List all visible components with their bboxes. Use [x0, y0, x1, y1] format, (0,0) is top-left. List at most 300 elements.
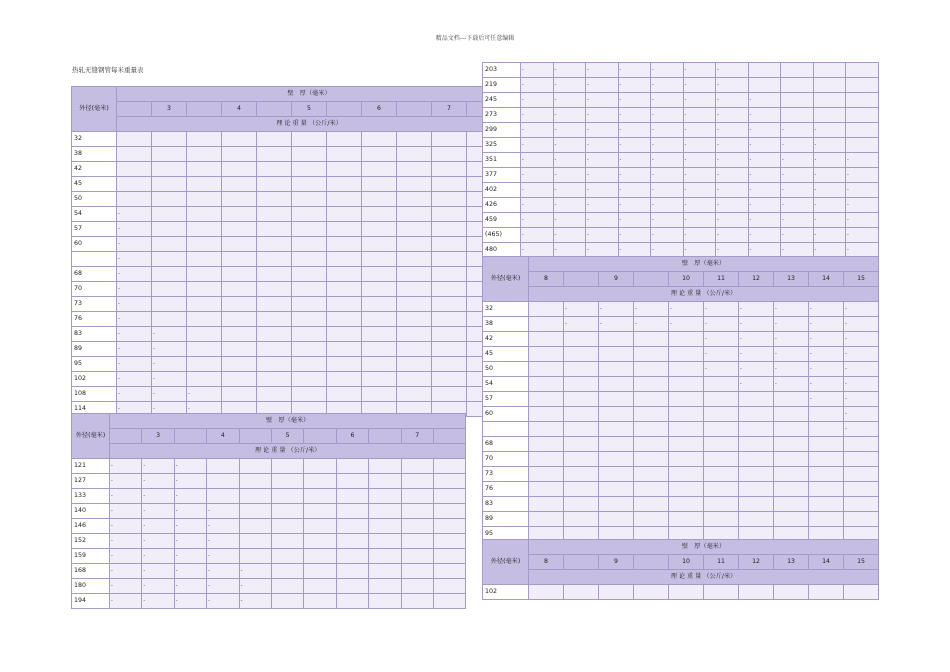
empty-cell — [187, 267, 222, 282]
table-row — [72, 504, 466, 519]
dash-cell: - — [846, 228, 879, 243]
dash-cell: - — [683, 243, 716, 258]
empty-cell — [327, 192, 362, 207]
empty-cell — [362, 207, 397, 222]
thickness-column — [239, 429, 271, 444]
empty-cell — [844, 437, 879, 452]
dash-cell: - — [683, 168, 716, 183]
table-row — [72, 594, 466, 609]
dash-cell: - — [586, 138, 619, 153]
dash-cell: - — [748, 243, 781, 258]
empty-cell — [564, 437, 599, 452]
empty-cell — [257, 282, 292, 297]
empty-cell — [401, 549, 433, 564]
dash-cell: - — [618, 123, 651, 138]
table-row — [72, 177, 502, 192]
dash-cell: - — [634, 302, 669, 317]
empty-cell — [257, 327, 292, 342]
dash-cell: - — [774, 362, 809, 377]
outer-diameter-cell: 299 — [483, 123, 521, 138]
empty-cell — [432, 387, 467, 402]
dash-cell: - — [846, 213, 879, 228]
thickness-column: 6 — [336, 429, 368, 444]
empty-cell — [529, 332, 564, 347]
dash-cell: - — [142, 534, 174, 549]
empty-cell — [748, 78, 781, 93]
dash-cell: - — [748, 93, 781, 108]
outer-diameter-cell: 133 — [72, 489, 110, 504]
empty-cell — [304, 504, 336, 519]
empty-cell — [292, 282, 327, 297]
dash-cell: - — [586, 63, 619, 78]
empty-cell — [187, 162, 222, 177]
empty-cell — [187, 342, 222, 357]
empty-cell — [222, 297, 257, 312]
dash-cell: - — [716, 138, 749, 153]
empty-cell — [369, 594, 401, 609]
header-row — [483, 257, 879, 272]
table-row — [483, 377, 879, 392]
empty-cell — [152, 147, 187, 162]
empty-cell — [292, 132, 327, 147]
dash-cell: - — [809, 392, 844, 407]
empty-cell — [844, 467, 879, 482]
empty-cell — [397, 207, 432, 222]
empty-cell — [634, 422, 669, 437]
empty-cell — [257, 297, 292, 312]
table-row — [483, 392, 879, 407]
dash-cell: - — [207, 594, 239, 609]
empty-cell — [187, 207, 222, 222]
empty-cell — [117, 162, 152, 177]
dash-cell: - — [774, 347, 809, 362]
dash-cell: - — [110, 489, 142, 504]
dash-cell: - — [553, 243, 586, 258]
empty-cell — [271, 489, 303, 504]
empty-cell — [369, 489, 401, 504]
empty-cell — [704, 452, 739, 467]
weight-table-right-3 — [482, 539, 879, 600]
empty-cell — [774, 437, 809, 452]
dash-cell: - — [781, 183, 814, 198]
empty-cell — [369, 459, 401, 474]
dash-cell: - — [207, 519, 239, 534]
empty-cell — [271, 459, 303, 474]
dash-cell: - — [586, 108, 619, 123]
empty-cell — [257, 162, 292, 177]
empty-cell — [336, 534, 368, 549]
table-row — [483, 302, 879, 317]
dash-cell: - — [117, 327, 152, 342]
empty-cell — [432, 207, 467, 222]
outer-diameter-cell: 146 — [72, 519, 110, 534]
empty-cell — [336, 459, 368, 474]
thickness-column: 3 — [142, 429, 174, 444]
thickness-column: 13 — [774, 555, 809, 570]
dash-cell: - — [683, 108, 716, 123]
empty-cell — [599, 392, 634, 407]
outer-diameter-cell: 32 — [483, 302, 529, 317]
dash-cell: - — [683, 138, 716, 153]
dash-cell: - — [586, 228, 619, 243]
empty-cell — [369, 504, 401, 519]
dash-cell: - — [846, 153, 879, 168]
theoretical-weight-header: 理 论 重 量 （公斤/米） — [529, 287, 879, 302]
empty-cell — [271, 504, 303, 519]
dash-cell: - — [774, 377, 809, 392]
dash-cell: - — [110, 579, 142, 594]
dash-cell: - — [553, 198, 586, 213]
empty-cell — [813, 108, 846, 123]
empty-cell — [433, 504, 465, 519]
empty-cell — [271, 564, 303, 579]
dash-cell: - — [239, 579, 271, 594]
thickness-column — [257, 102, 292, 117]
empty-cell — [187, 327, 222, 342]
dash-cell: - — [813, 153, 846, 168]
empty-cell — [529, 452, 564, 467]
table-row — [72, 342, 502, 357]
empty-cell — [239, 534, 271, 549]
dash-cell: - — [117, 357, 152, 372]
outer-diameter-cell: 459 — [483, 213, 521, 228]
empty-cell — [304, 594, 336, 609]
empty-cell — [397, 132, 432, 147]
outer-diameter-cell: 73 — [72, 297, 117, 312]
empty-cell — [362, 192, 397, 207]
dash-cell: - — [651, 183, 684, 198]
empty-cell — [564, 347, 599, 362]
empty-cell — [564, 512, 599, 527]
empty-cell — [739, 392, 774, 407]
empty-cell — [362, 147, 397, 162]
empty-cell — [304, 519, 336, 534]
table-row — [483, 153, 879, 168]
dash-cell: - — [774, 317, 809, 332]
empty-cell — [599, 407, 634, 422]
dash-cell: - — [599, 317, 634, 332]
empty-cell — [397, 372, 432, 387]
dash-cell: - — [683, 183, 716, 198]
thickness-column: 7 — [432, 102, 467, 117]
dash-cell: - — [739, 362, 774, 377]
empty-cell — [564, 467, 599, 482]
dash-cell: - — [716, 153, 749, 168]
weight-unit-row — [483, 570, 879, 585]
empty-cell — [809, 407, 844, 422]
outer-diameter-cell: 140 — [72, 504, 110, 519]
thickness-column: 10 — [669, 272, 704, 287]
thickness-column: 11 — [704, 272, 739, 287]
empty-cell — [669, 407, 704, 422]
empty-cell — [369, 579, 401, 594]
empty-cell — [846, 123, 879, 138]
empty-cell — [222, 267, 257, 282]
empty-cell — [327, 177, 362, 192]
empty-cell — [781, 63, 814, 78]
dash-cell: - — [651, 123, 684, 138]
thickness-column: 15 — [844, 272, 879, 287]
empty-cell — [397, 177, 432, 192]
table-row — [72, 564, 466, 579]
empty-cell — [397, 267, 432, 282]
empty-cell — [336, 489, 368, 504]
empty-cell — [774, 585, 809, 600]
table-row — [72, 519, 466, 534]
dash-cell: - — [846, 243, 879, 258]
empty-cell — [239, 474, 271, 489]
empty-cell — [222, 282, 257, 297]
empty-cell — [432, 177, 467, 192]
dash-cell: - — [748, 153, 781, 168]
empty-cell — [187, 222, 222, 237]
empty-cell — [292, 267, 327, 282]
outer-diameter-cell: 38 — [483, 317, 529, 332]
empty-cell — [564, 497, 599, 512]
outer-diameter-cell: 73 — [483, 467, 529, 482]
empty-cell — [397, 327, 432, 342]
outer-diameter-header: 外径(毫米) — [483, 540, 529, 585]
empty-cell — [292, 237, 327, 252]
weight-table-left-1 — [71, 86, 502, 417]
dash-cell: - — [207, 549, 239, 564]
dash-cell: - — [809, 362, 844, 377]
dash-cell: - — [553, 123, 586, 138]
empty-cell — [564, 585, 599, 600]
thickness-column: 15 — [844, 555, 879, 570]
table-row — [72, 489, 466, 504]
empty-cell — [401, 534, 433, 549]
empty-cell — [397, 282, 432, 297]
dash-cell: - — [618, 63, 651, 78]
empty-cell — [292, 372, 327, 387]
empty-cell — [669, 347, 704, 362]
empty-cell — [222, 387, 257, 402]
outer-diameter-cell: 95 — [483, 527, 529, 542]
empty-cell — [599, 452, 634, 467]
dash-cell: - — [809, 347, 844, 362]
outer-diameter-cell: 194 — [72, 594, 110, 609]
empty-cell — [704, 585, 739, 600]
dash-cell: - — [152, 342, 187, 357]
empty-cell — [257, 387, 292, 402]
empty-cell — [362, 342, 397, 357]
empty-cell — [432, 312, 467, 327]
weight-unit-row — [483, 287, 879, 302]
empty-cell — [187, 312, 222, 327]
dash-cell: - — [748, 168, 781, 183]
empty-cell — [257, 267, 292, 282]
table-row — [483, 78, 879, 93]
dash-cell: - — [651, 63, 684, 78]
empty-cell — [704, 437, 739, 452]
thickness-column: 12 — [739, 555, 774, 570]
theoretical-weight-header: 理 论 重 量 （公斤/米） — [529, 570, 879, 585]
dash-cell: - — [844, 302, 879, 317]
empty-cell — [397, 342, 432, 357]
empty-cell — [669, 482, 704, 497]
empty-cell — [809, 437, 844, 452]
dash-cell: - — [683, 123, 716, 138]
empty-cell — [117, 132, 152, 147]
empty-cell — [222, 327, 257, 342]
dash-cell: - — [618, 243, 651, 258]
empty-cell — [362, 222, 397, 237]
dash-cell: - — [781, 198, 814, 213]
empty-cell — [432, 192, 467, 207]
empty-cell — [529, 362, 564, 377]
empty-cell — [271, 579, 303, 594]
dash-cell: - — [618, 138, 651, 153]
dash-cell: - — [781, 123, 814, 138]
dash-cell: - — [739, 347, 774, 362]
empty-cell — [222, 342, 257, 357]
dash-cell: - — [844, 407, 879, 422]
empty-cell — [739, 467, 774, 482]
empty-cell — [187, 237, 222, 252]
dash-cell: - — [586, 198, 619, 213]
empty-cell — [397, 297, 432, 312]
table-row — [483, 482, 879, 497]
empty-cell — [774, 422, 809, 437]
dash-cell: - — [813, 198, 846, 213]
dash-cell: - — [739, 332, 774, 347]
thickness-column: 12 — [739, 272, 774, 287]
table-row — [483, 138, 879, 153]
empty-cell — [222, 177, 257, 192]
outer-diameter-cell: 42 — [483, 332, 529, 347]
dash-cell: - — [174, 459, 206, 474]
empty-cell — [257, 147, 292, 162]
empty-cell — [634, 497, 669, 512]
empty-cell — [327, 282, 362, 297]
empty-cell — [292, 357, 327, 372]
dash-cell: - — [152, 327, 187, 342]
thickness-column — [187, 102, 222, 117]
empty-cell — [432, 357, 467, 372]
empty-cell — [564, 362, 599, 377]
empty-cell — [774, 392, 809, 407]
table-row — [483, 422, 879, 437]
empty-cell — [846, 108, 879, 123]
empty-cell — [599, 422, 634, 437]
empty-cell — [704, 422, 739, 437]
empty-cell — [239, 519, 271, 534]
outer-diameter-cell: 57 — [483, 392, 529, 407]
dash-cell: - — [521, 168, 554, 183]
empty-cell — [669, 452, 704, 467]
empty-cell — [362, 387, 397, 402]
empty-cell — [369, 474, 401, 489]
empty-cell — [292, 192, 327, 207]
thickness-columns-row — [72, 429, 466, 444]
empty-cell — [304, 549, 336, 564]
dash-cell: - — [142, 489, 174, 504]
dash-cell: - — [809, 317, 844, 332]
empty-cell — [239, 549, 271, 564]
wall-thickness-header: 壁 厚（毫米） — [110, 414, 466, 429]
dash-cell: - — [774, 302, 809, 317]
dash-cell: - — [110, 504, 142, 519]
thickness-column: 3 — [152, 102, 187, 117]
dash-cell: - — [521, 183, 554, 198]
empty-cell — [207, 459, 239, 474]
thickness-column: 9 — [599, 555, 634, 570]
empty-cell — [304, 564, 336, 579]
outer-diameter-cell: 121 — [72, 459, 110, 474]
table-row — [72, 387, 502, 402]
thickness-column: 4 — [222, 102, 257, 117]
outer-diameter-cell: 83 — [72, 327, 117, 342]
table-row — [72, 297, 502, 312]
empty-cell — [397, 312, 432, 327]
empty-cell — [362, 357, 397, 372]
empty-cell — [257, 132, 292, 147]
empty-cell — [813, 63, 846, 78]
dash-cell: - — [187, 402, 222, 417]
outer-diameter-cell: 426 — [483, 198, 521, 213]
dash-cell: - — [142, 519, 174, 534]
dash-cell: - — [704, 347, 739, 362]
empty-cell — [599, 467, 634, 482]
empty-cell — [844, 512, 879, 527]
empty-cell — [432, 162, 467, 177]
empty-cell — [529, 497, 564, 512]
empty-cell — [704, 512, 739, 527]
dash-cell: - — [716, 63, 749, 78]
empty-cell — [433, 519, 465, 534]
dash-cell: - — [781, 153, 814, 168]
thickness-column: 14 — [809, 272, 844, 287]
dash-cell: - — [774, 332, 809, 347]
empty-cell — [257, 192, 292, 207]
outer-diameter-cell: 203 — [483, 63, 521, 78]
empty-cell — [599, 332, 634, 347]
dash-cell: - — [239, 594, 271, 609]
weight-unit-row — [72, 444, 466, 459]
dash-cell: - — [174, 564, 206, 579]
dash-cell: - — [553, 108, 586, 123]
empty-cell — [336, 594, 368, 609]
outer-diameter-cell — [72, 252, 117, 267]
dash-cell: - — [142, 474, 174, 489]
dash-cell: - — [748, 183, 781, 198]
dash-cell: - — [846, 198, 879, 213]
dash-cell: - — [174, 594, 206, 609]
empty-cell — [599, 585, 634, 600]
thickness-column — [564, 555, 599, 570]
empty-cell — [401, 579, 433, 594]
dash-cell: - — [174, 579, 206, 594]
empty-cell — [304, 534, 336, 549]
dash-cell: - — [521, 93, 554, 108]
empty-cell — [152, 282, 187, 297]
empty-cell — [187, 372, 222, 387]
empty-cell — [207, 489, 239, 504]
dash-cell: - — [781, 168, 814, 183]
dash-cell: - — [844, 422, 879, 437]
thickness-column — [634, 555, 669, 570]
empty-cell — [362, 132, 397, 147]
dash-cell: - — [521, 138, 554, 153]
empty-cell — [529, 407, 564, 422]
dash-cell: - — [207, 504, 239, 519]
outer-diameter-cell: 50 — [72, 192, 117, 207]
empty-cell — [401, 504, 433, 519]
dash-cell: - — [716, 183, 749, 198]
outer-diameter-cell: 402 — [483, 183, 521, 198]
empty-cell — [257, 312, 292, 327]
